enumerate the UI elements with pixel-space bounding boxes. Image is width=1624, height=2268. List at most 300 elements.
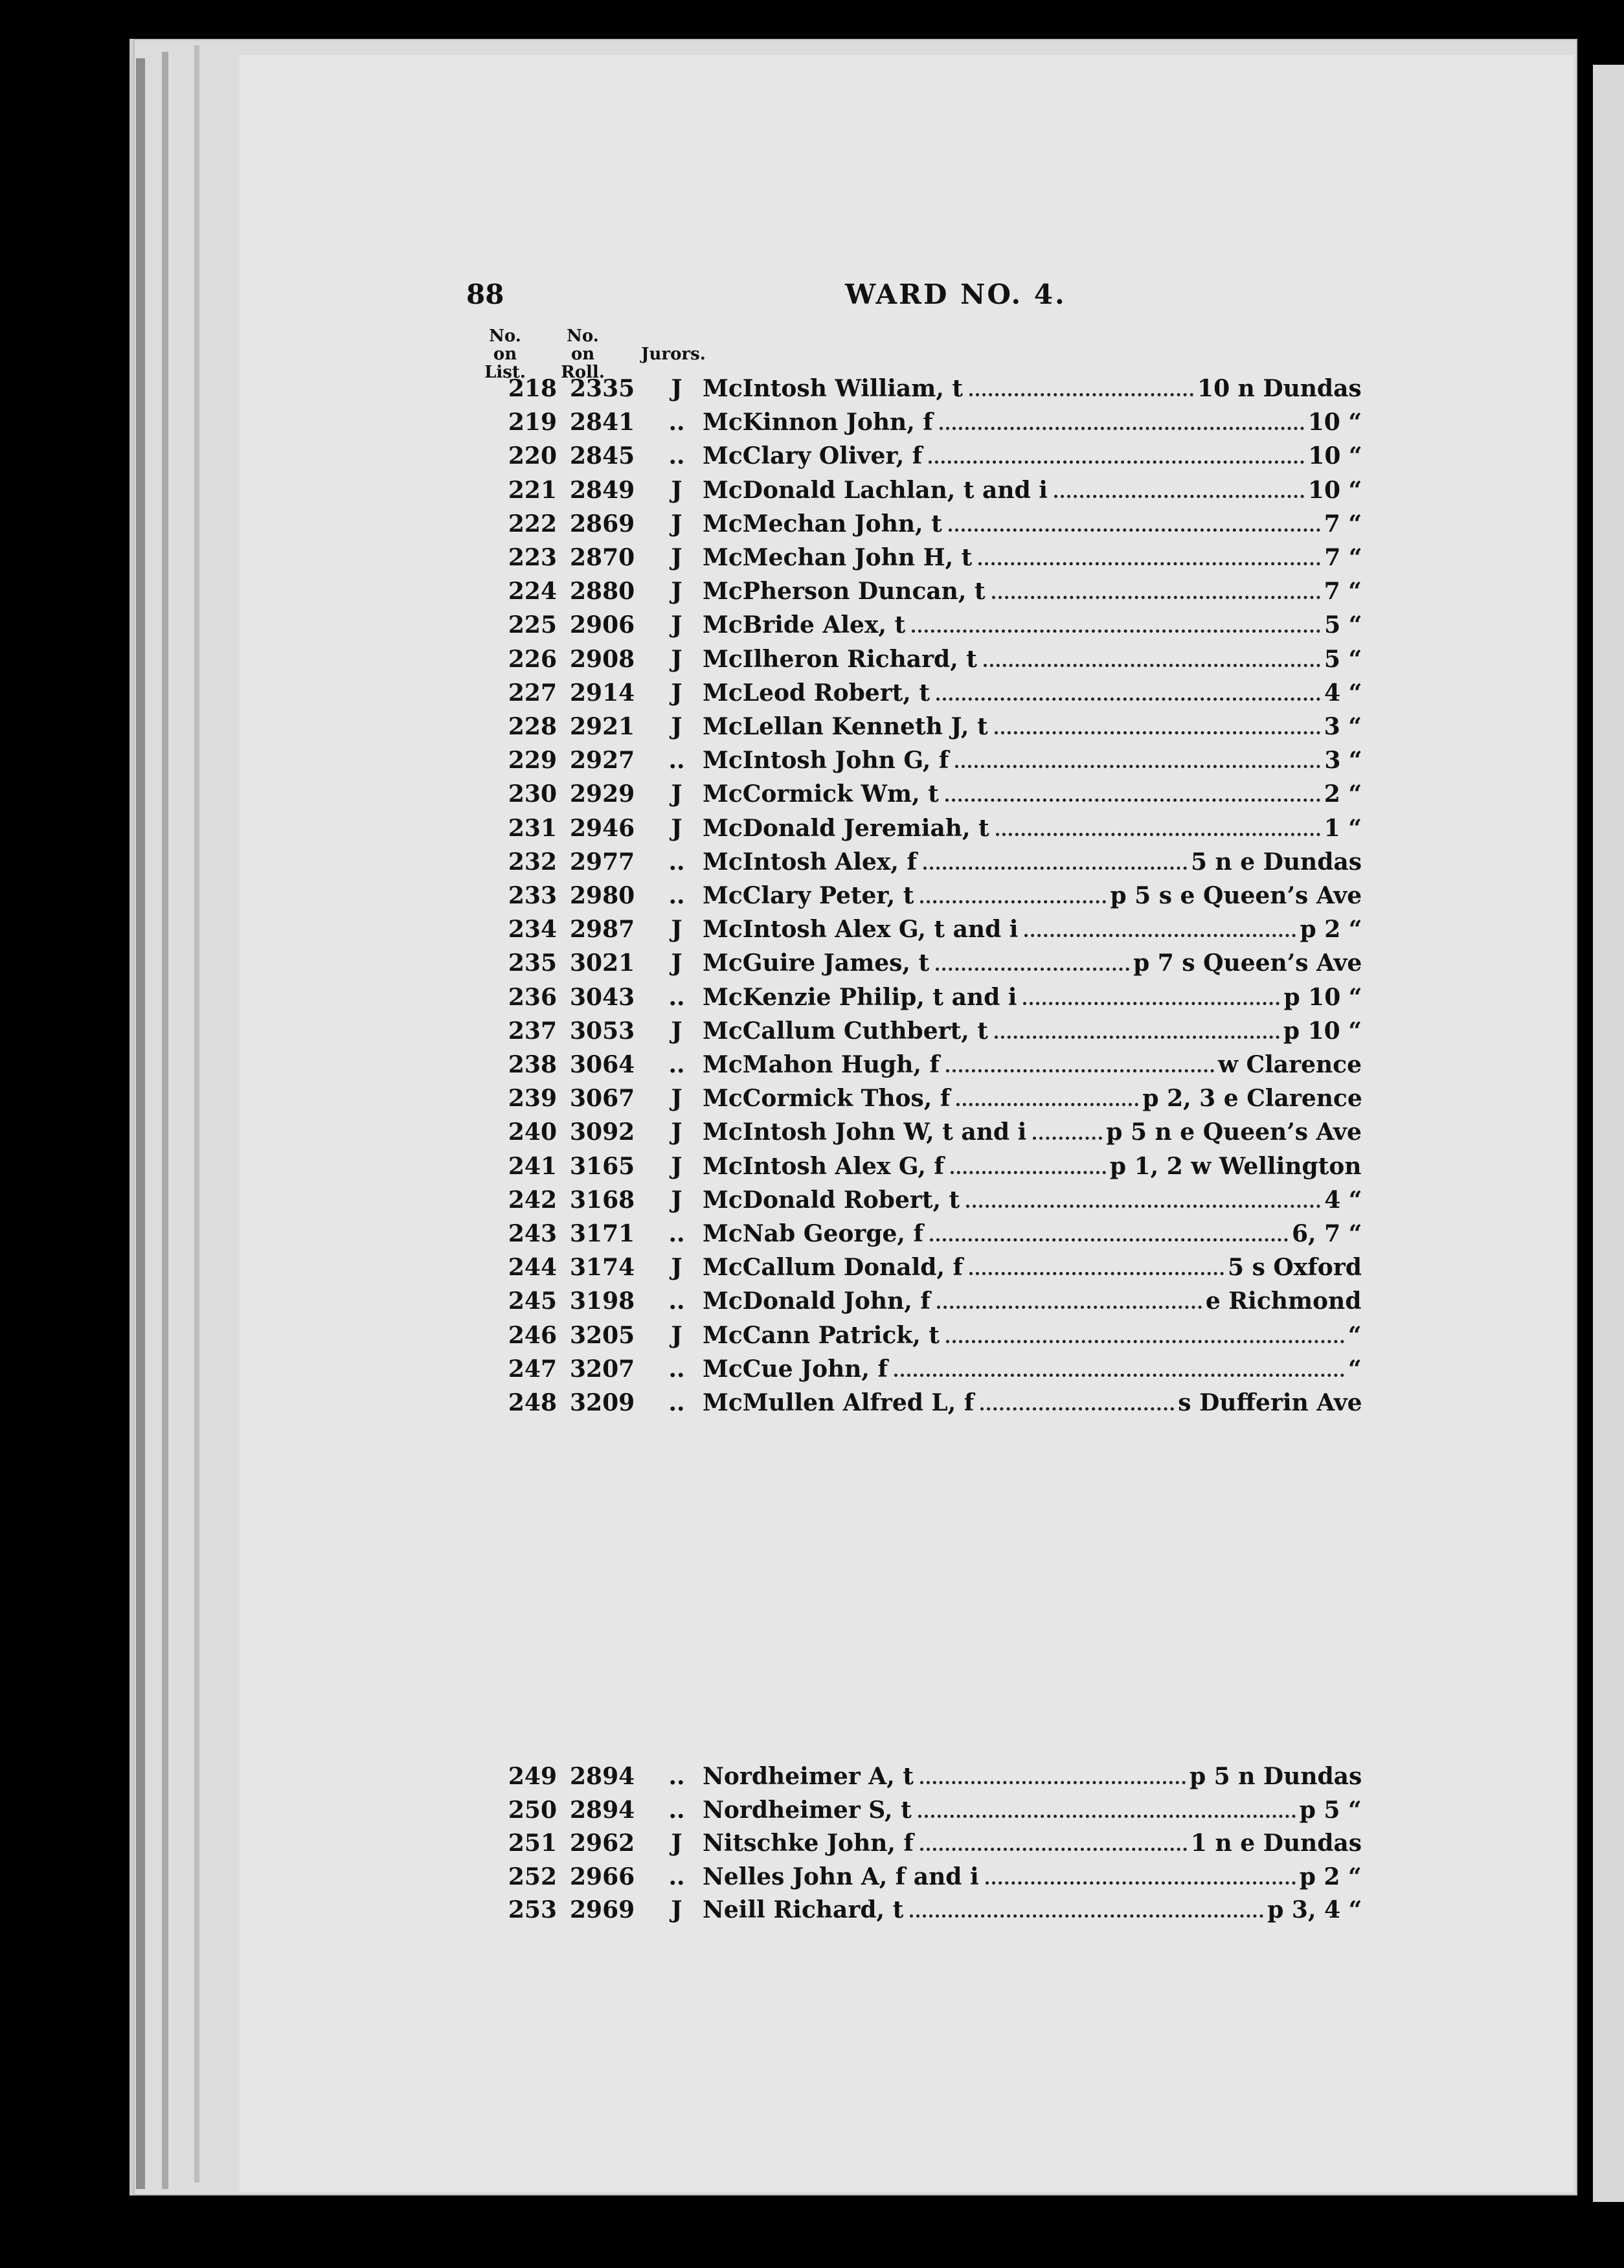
- entry-text: [703, 1387, 1370, 1419]
- list-entry: [486, 1319, 1370, 1352]
- entry-name: McMahon Hugh, f: [703, 1051, 940, 1078]
- entry-location: e Richmond: [1205, 1287, 1362, 1315]
- entry-location: p 7 s Queen’s Ave: [1133, 949, 1362, 977]
- roll-number: 3064: [570, 1051, 635, 1078]
- roll-number: 2841: [570, 409, 635, 436]
- list-number: 229: [508, 747, 557, 774]
- list-entry: [486, 440, 1370, 472]
- roll-number: 2962: [570, 1830, 635, 1857]
- entry-location: 7 “: [1324, 544, 1362, 571]
- list-entry: [486, 609, 1370, 641]
- facing-page-edge: [1593, 65, 1624, 2202]
- entry-name: McCann Patrick, t: [703, 1322, 940, 1349]
- dot-leader: [940, 420, 1304, 430]
- dot-leader: [923, 860, 1187, 870]
- roll-number: 2969: [570, 1896, 635, 1923]
- dot-leader: [969, 1265, 1224, 1275]
- entry-text: [703, 1049, 1370, 1081]
- list-entry: [486, 947, 1370, 979]
- roll-number: 3043: [570, 984, 635, 1011]
- juror-mark: J: [671, 611, 682, 639]
- list-entry: [486, 474, 1370, 506]
- list-number: 236: [508, 984, 557, 1011]
- juror-mark: ..: [668, 848, 685, 876]
- list-entry: [486, 1827, 1370, 1859]
- juror-mark: J: [671, 916, 682, 943]
- list-number: 252: [508, 1863, 557, 1890]
- dot-leader: [918, 1808, 1296, 1818]
- dot-leader: [1024, 927, 1296, 937]
- list-entry: [486, 406, 1370, 438]
- juror-mark: J: [671, 1322, 682, 1349]
- juror-mark: J: [671, 815, 682, 842]
- entry-text: [703, 1861, 1370, 1893]
- roll-number: 2870: [570, 544, 635, 571]
- list-entry: [486, 913, 1370, 946]
- entry-name: McIntosh Alex, f: [703, 848, 917, 876]
- roll-number: 2929: [570, 780, 635, 808]
- entry-location: 10 “: [1307, 477, 1362, 504]
- juror-mark: ..: [668, 1051, 685, 1078]
- roll-number: 3174: [570, 1254, 635, 1281]
- roll-number: 3168: [570, 1186, 635, 1214]
- roll-number: 2987: [570, 916, 635, 943]
- dot-leader: [1023, 995, 1280, 1005]
- juror-mark: ..: [668, 882, 685, 909]
- dot-leader: [929, 454, 1304, 464]
- entry-name: McIntosh William, t: [703, 375, 964, 402]
- dot-leader: [920, 1775, 1186, 1784]
- entry-name: McDonald Jeremiah, t: [703, 815, 989, 842]
- list-entry: [486, 1082, 1370, 1115]
- entry-text: [703, 1218, 1370, 1250]
- dot-leader: [995, 1029, 1280, 1039]
- list-number: 238: [508, 1051, 557, 1078]
- entry-text: [703, 1894, 1370, 1926]
- roll-number: 2335: [570, 375, 635, 402]
- dot-leader: [956, 1096, 1138, 1106]
- list-entry: [486, 1049, 1370, 1081]
- roll-number: 3207: [570, 1355, 635, 1383]
- dot-leader: [949, 522, 1320, 532]
- list-number: 247: [508, 1355, 557, 1383]
- dot-leader: [936, 961, 1129, 971]
- entry-location: 6, 7 “: [1291, 1220, 1362, 1247]
- entry-location: p 10 “: [1283, 1017, 1362, 1045]
- entry-name: McKinnon John, f: [703, 409, 933, 436]
- juror-mark: J: [671, 375, 682, 402]
- list-entry: [486, 981, 1370, 1014]
- list-entry: [486, 508, 1370, 540]
- roll-number: 2880: [570, 578, 635, 605]
- ward-title: WARD NO. 4.: [845, 278, 1066, 310]
- column-header-jurors: Jurors.: [641, 345, 706, 364]
- list-entry: [486, 541, 1370, 574]
- dot-leader: [969, 387, 1193, 396]
- entry-location: 1 n e Dundas: [1190, 1830, 1362, 1857]
- dot-leader: [984, 657, 1320, 667]
- entry-location: p 5 n Dundas: [1189, 1763, 1362, 1790]
- roll-number: 3092: [570, 1118, 635, 1146]
- dot-leader: [978, 556, 1320, 565]
- juror-mark: ..: [668, 1355, 685, 1383]
- roll-number: 2946: [570, 815, 635, 842]
- dot-leader: [980, 1401, 1174, 1411]
- roll-number: 3209: [570, 1389, 635, 1416]
- entry-text: [703, 1184, 1370, 1216]
- entry-location: 3 “: [1324, 713, 1362, 740]
- juror-mark: ..: [668, 1287, 685, 1315]
- entry-text: [703, 508, 1370, 540]
- juror-mark: J: [671, 1153, 682, 1180]
- entry-name: McIntosh Alex G, t and i: [703, 916, 1019, 943]
- entry-location: 10 n Dundas: [1197, 375, 1362, 402]
- list-number: 237: [508, 1017, 557, 1045]
- roll-number: 2966: [570, 1863, 635, 1890]
- entry-name: McDonald Lachlan, t and i: [703, 477, 1048, 504]
- entry-name: McDonald Robert, t: [703, 1186, 960, 1214]
- entry-text: [703, 575, 1370, 607]
- entry-location: 5 s Oxford: [1228, 1254, 1362, 1281]
- entry-location: 1 “: [1324, 815, 1362, 842]
- dot-leader: [946, 1063, 1214, 1072]
- entry-location: p 10 “: [1283, 984, 1362, 1011]
- roll-number: 2845: [570, 442, 635, 470]
- list-entry: [486, 1861, 1370, 1893]
- roll-number: 2906: [570, 611, 635, 639]
- entry-text: [703, 1794, 1370, 1826]
- entry-name: McCormick Wm, t: [703, 780, 939, 808]
- list-number: 224: [508, 578, 557, 605]
- list-number: 225: [508, 611, 557, 639]
- entry-text: [703, 1827, 1370, 1859]
- list-entry: [486, 1015, 1370, 1047]
- list-entry: [486, 1150, 1370, 1183]
- entry-text: [703, 372, 1370, 405]
- list-number: 220: [508, 442, 557, 470]
- list-entry: [486, 710, 1370, 743]
- entry-text: [703, 1116, 1370, 1148]
- entry-name: McIntosh Alex G, f: [703, 1153, 944, 1180]
- entry-location: p 2 “: [1299, 1863, 1362, 1890]
- entry-location: 4 “: [1324, 679, 1362, 707]
- roll-number: 2894: [570, 1763, 635, 1790]
- roll-number: 2869: [570, 510, 635, 538]
- entry-location: 3 “: [1324, 747, 1362, 774]
- list-entry: [486, 1794, 1370, 1826]
- entry-name: McIntosh John G, f: [703, 747, 949, 774]
- entry-text: [703, 1285, 1370, 1317]
- dot-leader: [920, 1841, 1187, 1851]
- entry-text: [703, 846, 1370, 878]
- entry-location: 5 n e Dundas: [1190, 848, 1362, 876]
- entry-text: [703, 981, 1370, 1014]
- list-number: 231: [508, 815, 557, 842]
- entry-location: p 2 “: [1300, 916, 1362, 943]
- entry-text: [703, 1082, 1370, 1115]
- entry-text: [703, 710, 1370, 743]
- list-number: 235: [508, 949, 557, 977]
- entry-name: Nordheimer A, t: [703, 1763, 914, 1790]
- entry-text: [703, 1353, 1370, 1385]
- list-number: 243: [508, 1220, 557, 1247]
- dot-leader: [996, 826, 1320, 836]
- list-number: 221: [508, 477, 557, 504]
- entry-name: McLeod Robert, t: [703, 679, 930, 707]
- roll-number: 2921: [570, 713, 635, 740]
- roll-number: 2977: [570, 848, 635, 876]
- column-header-line: No. on: [567, 326, 599, 364]
- juror-mark: ..: [668, 1863, 685, 1890]
- list-entry: [486, 1387, 1370, 1419]
- dot-leader: [966, 1198, 1320, 1208]
- juror-mark: J: [671, 477, 682, 504]
- dot-leader: [955, 758, 1320, 768]
- list-number: 227: [508, 679, 557, 707]
- entry-name: McNab George, f: [703, 1220, 923, 1247]
- juror-mark: ..: [668, 442, 685, 470]
- entry-name: Nordheimer S, t: [703, 1797, 912, 1824]
- entry-text: [703, 677, 1370, 709]
- list-number: 248: [508, 1389, 557, 1416]
- entry-name: McIntosh John W, t and i: [703, 1118, 1027, 1146]
- entry-text: [703, 643, 1370, 675]
- roll-number: 3165: [570, 1153, 635, 1180]
- list-entry: [486, 1353, 1370, 1385]
- list-entry: [486, 778, 1370, 810]
- list-number: 239: [508, 1085, 557, 1112]
- juror-mark: J: [671, 544, 682, 571]
- entry-location: p 1, 2 w Wellington: [1109, 1153, 1362, 1180]
- page-edge: [162, 52, 168, 2189]
- list-number: 244: [508, 1254, 557, 1281]
- entry-location: p 2, 3 e Clarence: [1142, 1085, 1362, 1112]
- juror-mark: J: [671, 1896, 682, 1923]
- entry-name: McMullen Alfred L, f: [703, 1389, 975, 1416]
- roll-number: 3171: [570, 1220, 635, 1247]
- entry-name: Nelles John A, f and i: [703, 1863, 979, 1890]
- list-number: 218: [508, 375, 557, 402]
- juror-mark: ..: [668, 409, 685, 436]
- entry-name: McClary Oliver, f: [703, 442, 923, 470]
- dot-leader: [951, 1164, 1106, 1174]
- entry-location: “: [1348, 1355, 1362, 1383]
- entry-location: p 3, 4 “: [1267, 1896, 1362, 1923]
- entry-text: [703, 913, 1370, 946]
- roll-number: 2914: [570, 679, 635, 707]
- dot-leader: [910, 1908, 1263, 1918]
- entry-location: 4 “: [1324, 1186, 1362, 1214]
- dot-leader: [986, 1875, 1296, 1885]
- entry-name: McClary Peter, t: [703, 882, 914, 909]
- roll-number: 3067: [570, 1085, 635, 1112]
- dot-leader: [1054, 488, 1304, 498]
- entry-location: p 5 s e Queen’s Ave: [1110, 882, 1362, 909]
- dot-leader: [937, 1299, 1202, 1309]
- juror-mark: ..: [668, 1763, 685, 1790]
- list-number: 242: [508, 1186, 557, 1214]
- list-entry: [486, 1218, 1370, 1250]
- list-number: 250: [508, 1797, 557, 1824]
- roll-number: 2927: [570, 747, 635, 774]
- entry-text: [703, 440, 1370, 472]
- dot-leader: [992, 589, 1320, 599]
- juror-mark: ..: [668, 1797, 685, 1824]
- juror-mark: ..: [668, 1389, 685, 1416]
- entry-name: McBride Alex, t: [703, 611, 906, 639]
- entry-name: McIlheron Richard, t: [703, 646, 977, 673]
- juror-mark: J: [671, 679, 682, 707]
- dot-leader: [945, 792, 1320, 802]
- juror-mark: J: [671, 1254, 682, 1281]
- list-number: 230: [508, 780, 557, 808]
- entry-location: 2 “: [1324, 780, 1362, 808]
- list-entry: [486, 1285, 1370, 1317]
- juror-mark: J: [671, 1017, 682, 1045]
- juror-mark: J: [671, 1830, 682, 1857]
- list-number: 246: [508, 1322, 557, 1349]
- list-entry: [486, 1894, 1370, 1926]
- list-entry: [486, 1251, 1370, 1284]
- list-number: 223: [508, 544, 557, 571]
- entry-location: p 5 “: [1299, 1797, 1362, 1824]
- page-edge: [194, 45, 199, 2183]
- list-number: 241: [508, 1153, 557, 1180]
- juror-mark: J: [671, 1085, 682, 1112]
- list-number: 253: [508, 1896, 557, 1923]
- juror-mark: ..: [668, 984, 685, 1011]
- entry-text: [703, 812, 1370, 845]
- entry-text: [703, 879, 1370, 912]
- page-number: 88: [466, 278, 504, 310]
- entry-location: 10 “: [1308, 442, 1362, 470]
- entry-location: “: [1348, 1322, 1362, 1349]
- list-number: 222: [508, 510, 557, 538]
- entry-name: Neill Richard, t: [703, 1896, 904, 1923]
- entry-name: McGuire James, t: [703, 949, 930, 977]
- list-number: 219: [508, 409, 557, 436]
- entry-name: McMechan John H, t: [703, 544, 973, 571]
- juror-mark: J: [671, 1186, 682, 1214]
- entry-text: [703, 947, 1370, 979]
- juror-mark: J: [671, 949, 682, 977]
- dot-leader: [920, 894, 1106, 903]
- list-number: 233: [508, 882, 557, 909]
- list-number: 251: [508, 1830, 557, 1857]
- juror-mark: J: [671, 510, 682, 538]
- list-number: 245: [508, 1287, 557, 1315]
- entry-location: p 5 n e Queen’s Ave: [1106, 1118, 1362, 1146]
- list-entry: [486, 879, 1370, 912]
- entry-text: [703, 1760, 1370, 1793]
- dot-leader: [1033, 1130, 1102, 1140]
- juror-mark: J: [671, 780, 682, 808]
- page-edge: [136, 58, 145, 2189]
- entry-text: [703, 541, 1370, 574]
- entry-name: McDonald John, f: [703, 1287, 930, 1315]
- roll-number: 3021: [570, 949, 635, 977]
- page-header: [466, 278, 1373, 317]
- entry-name: McCue John, f: [703, 1355, 888, 1383]
- entry-location: 7 “: [1324, 510, 1362, 538]
- entry-location: 10 “: [1307, 409, 1362, 436]
- juror-mark: J: [671, 713, 682, 740]
- dot-leader: [995, 725, 1320, 734]
- entry-name: McCallum Cuthbert, t: [703, 1017, 988, 1045]
- entry-name: McMechan John, t: [703, 510, 942, 538]
- roll-number: 2908: [570, 646, 635, 673]
- entry-text: [703, 474, 1370, 506]
- entry-text: [703, 1251, 1370, 1284]
- entry-name: McCormick Thos, f: [703, 1085, 951, 1112]
- juror-mark: ..: [668, 747, 685, 774]
- list-entry: [486, 575, 1370, 607]
- list-entry: [486, 1184, 1370, 1216]
- dot-leader: [930, 1232, 1288, 1242]
- entry-name: McKenzie Philip, t and i: [703, 984, 1017, 1011]
- list-entry: [486, 1116, 1370, 1148]
- roll-number: 3053: [570, 1017, 635, 1045]
- dot-leader: [894, 1367, 1344, 1377]
- entry-name: McPherson Duncan, t: [703, 578, 986, 605]
- list-entry: [486, 643, 1370, 675]
- entry-text: [703, 1150, 1370, 1183]
- entry-name: McLellan Kenneth J, t: [703, 713, 988, 740]
- entry-text: [703, 778, 1370, 810]
- list-entry: [486, 1760, 1370, 1793]
- list-number: 228: [508, 713, 557, 740]
- column-header-line: Roll.: [561, 363, 605, 382]
- entry-text: [703, 1319, 1370, 1352]
- list-number: 226: [508, 646, 557, 673]
- entry-text: [703, 406, 1370, 438]
- roll-number: 2894: [570, 1797, 635, 1824]
- dot-leader: [936, 691, 1320, 701]
- entry-location: 5 “: [1324, 611, 1362, 639]
- juror-mark: J: [671, 1118, 682, 1146]
- roll-number: 2980: [570, 882, 635, 909]
- column-header-line: No. on: [489, 326, 521, 364]
- roll-number: 2849: [570, 477, 635, 504]
- entry-text: [703, 1015, 1370, 1047]
- dot-leader: [912, 623, 1320, 633]
- roll-number: 3205: [570, 1322, 635, 1349]
- list-entry: [486, 372, 1370, 405]
- entry-name: McCallum Donald, f: [703, 1254, 964, 1281]
- juror-mark: ..: [668, 1220, 685, 1247]
- entry-text: [703, 609, 1370, 641]
- list-number: 234: [508, 916, 557, 943]
- list-number: 240: [508, 1118, 557, 1146]
- dot-leader: [946, 1333, 1344, 1343]
- entry-text: [703, 744, 1370, 777]
- list-entry: [486, 677, 1370, 709]
- column-header-line: List.: [484, 363, 526, 382]
- list-number: 232: [508, 848, 557, 876]
- roll-number: 3198: [570, 1287, 635, 1315]
- entry-location: 5 “: [1324, 646, 1362, 673]
- entry-location: 7 “: [1324, 578, 1362, 605]
- list-entry: [486, 744, 1370, 777]
- entry-name: Nitschke John, f: [703, 1830, 914, 1857]
- list-number: 249: [508, 1763, 557, 1790]
- list-entry: [486, 812, 1370, 845]
- entry-location: s Dufferin Ave: [1178, 1389, 1362, 1416]
- juror-mark: J: [671, 646, 682, 673]
- juror-mark: J: [671, 578, 682, 605]
- list-entry: [486, 846, 1370, 878]
- entry-location: w Clarence: [1217, 1051, 1362, 1078]
